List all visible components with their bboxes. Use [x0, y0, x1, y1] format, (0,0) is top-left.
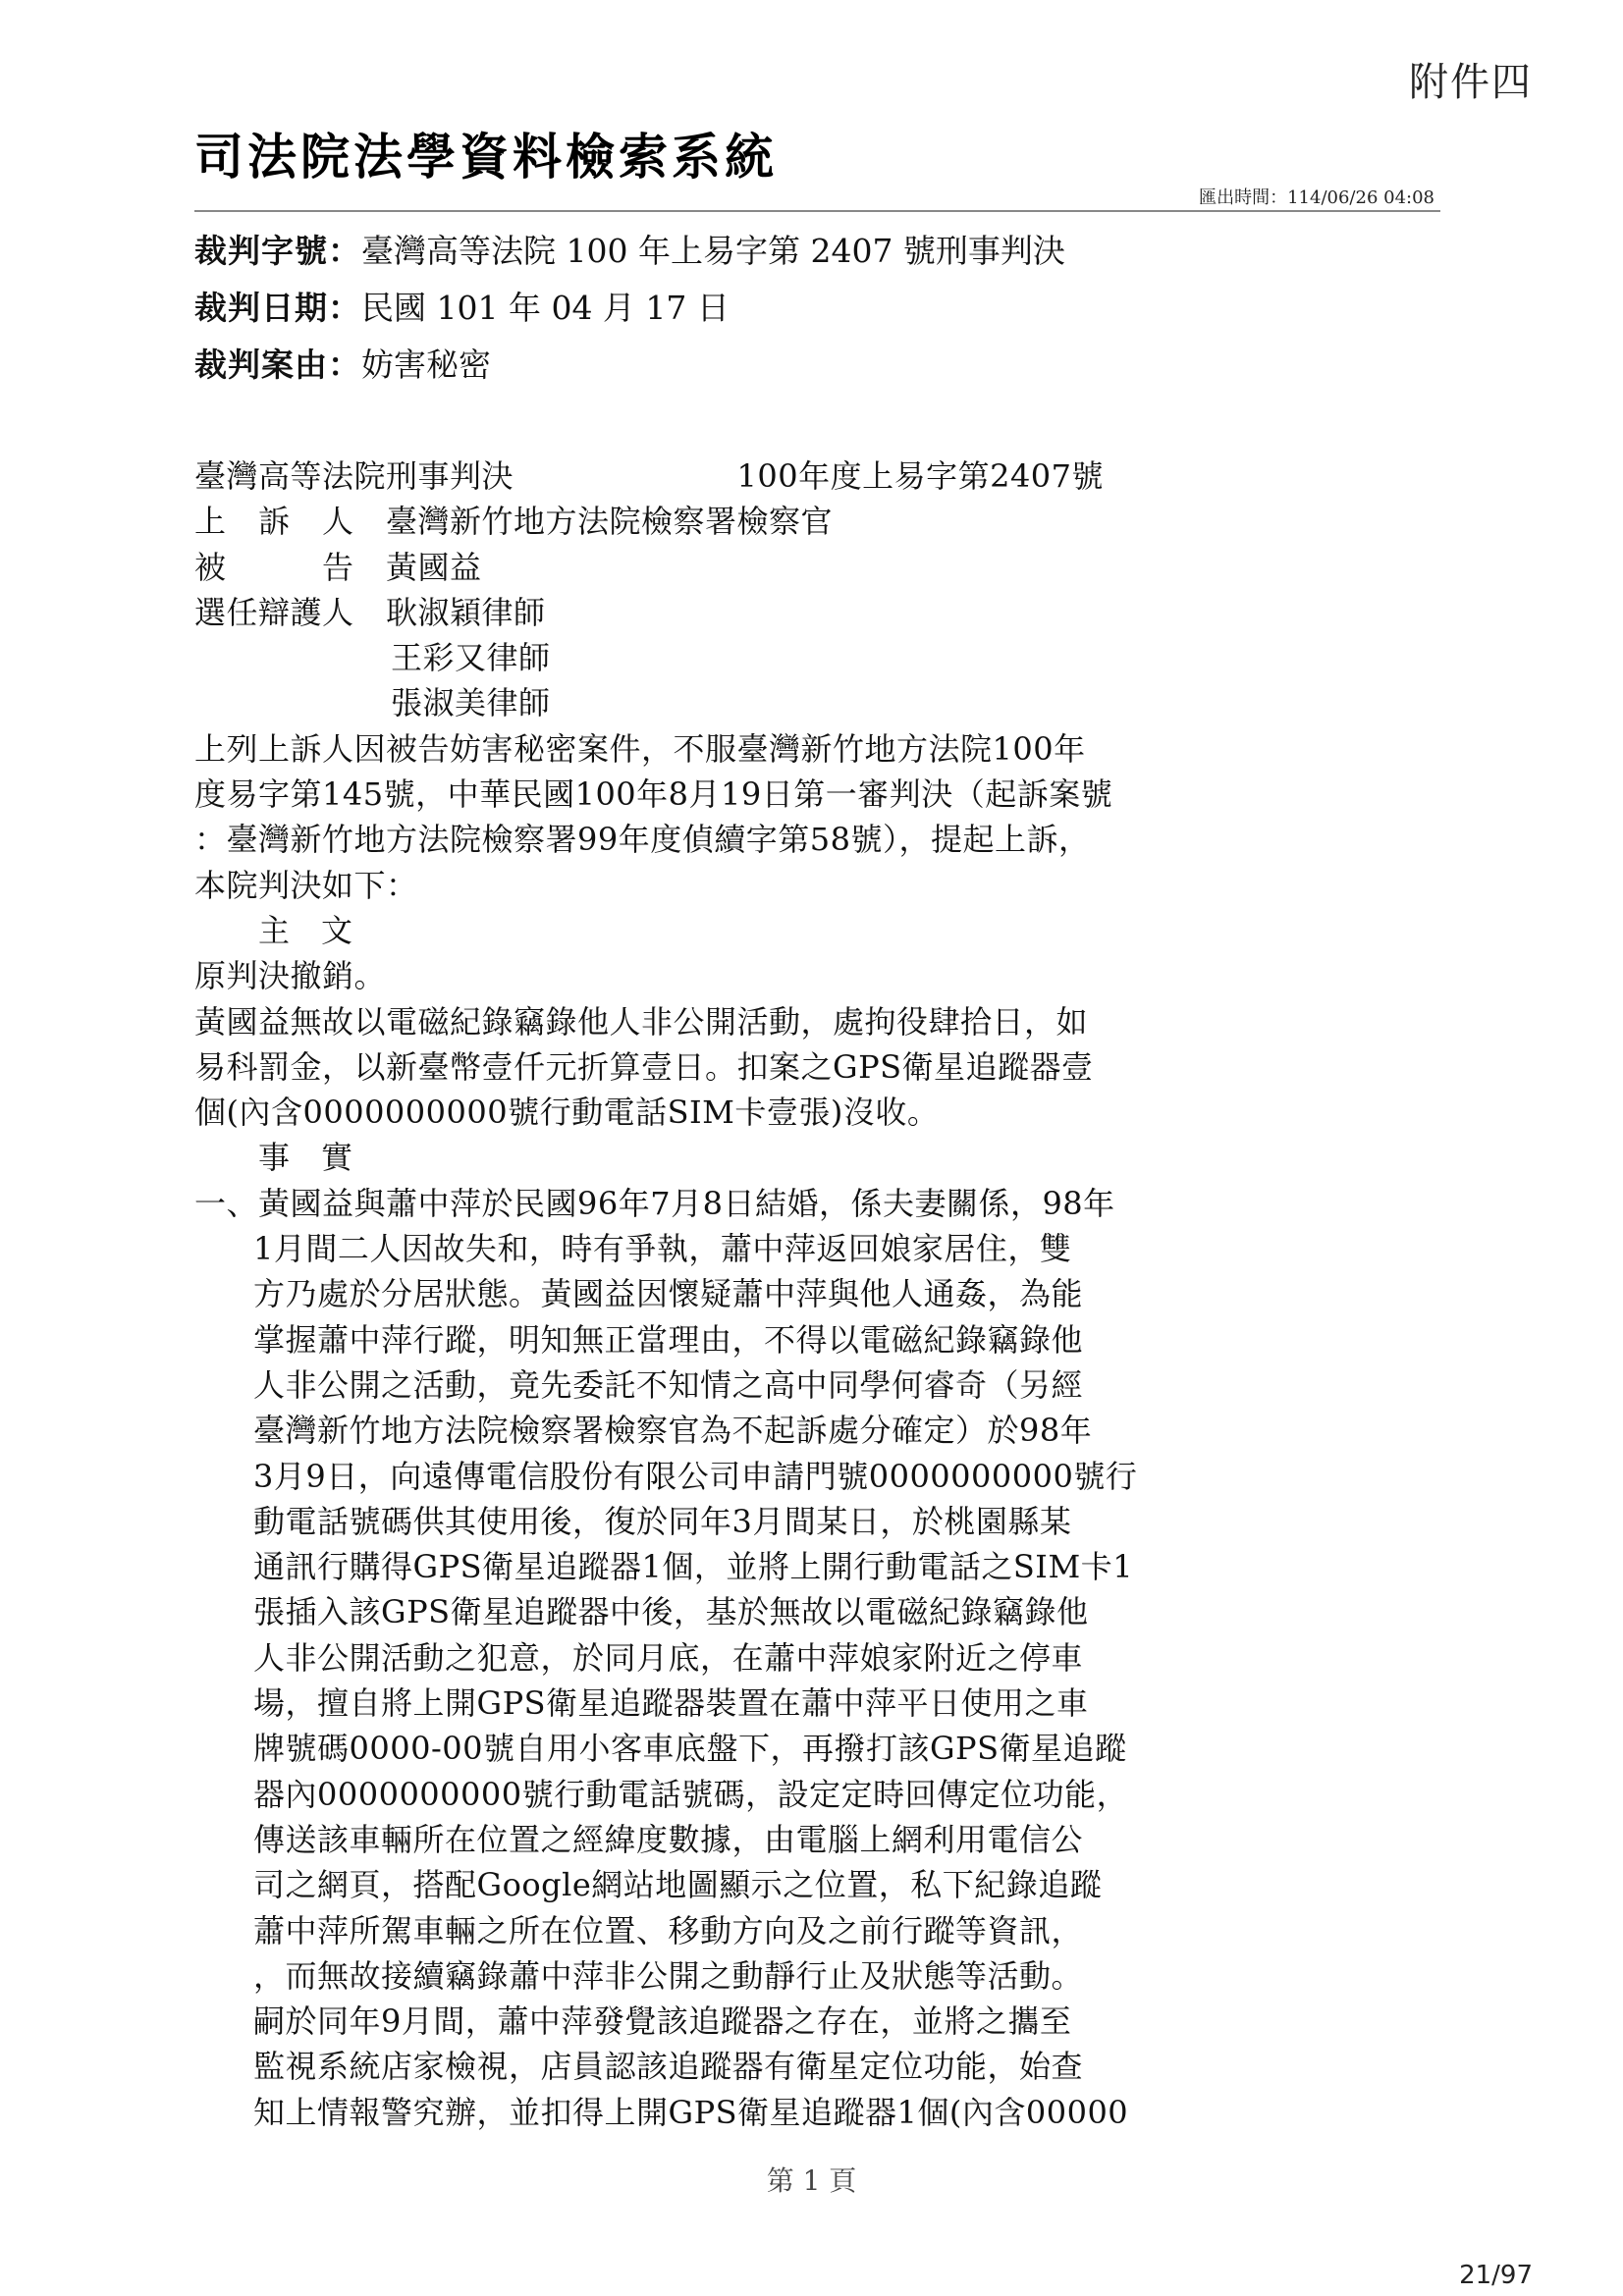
attachment-label: 附件四: [1409, 60, 1533, 105]
judgment-body: [194, 454, 1138, 2135]
meta-judgment-date: [194, 289, 730, 328]
party-defendant: 被 告 黃國益: [194, 548, 482, 586]
text-line: ，而無故接續竊錄蕭中萍非公開之動靜行止及狀態等活動。: [253, 1956, 1084, 1995]
meta-label: 裁判字號：: [194, 232, 361, 270]
party-counsel: 王彩又律師: [391, 639, 551, 677]
text-line: 度易字第145號，中華民國100年8月19日第一審判決（起訴案號: [194, 775, 1113, 814]
text-line: 牌號碼0000-00號自用小客車底盤下，再撥打該GPS衛星追蹤: [253, 1730, 1127, 1768]
meta-case-cause: [194, 346, 491, 385]
meta-label: 裁判日期：: [194, 289, 361, 327]
text-line: 掌握蕭中萍行蹤，明知無正當理由，不得以電磁紀錄竊錄他: [253, 1320, 1084, 1359]
text-line: 嗣於同年9月間，蕭中萍發覺該追蹤器之存在，並將之攜至: [253, 2002, 1072, 2041]
text-line: 知上情報警究辦，並扣得上開GPS衛星追蹤器1個(內含00000: [253, 2093, 1129, 2131]
text-line: 黃國益無故以電磁紀錄竊錄他人非公開活動，處拘役肆拾日，如: [194, 1002, 1089, 1041]
text-line: 本院判決如下：: [194, 866, 418, 904]
text-line: 監視系統店家檢視，店員認該追蹤器有衛星定位功能，始查: [253, 2048, 1084, 2086]
text-line: 一、黃國益與蕭中萍於民國96年7月8日結婚，係夫妻關係，98年: [194, 1184, 1115, 1222]
text-line: 方乃處於分居狀態。黃國益因懷疑蕭中萍與他人通姦，為能: [253, 1275, 1084, 1313]
section-heading-main-text: 主 文: [258, 911, 353, 949]
court-heading: 臺灣高等法院刑事判決 100年度上易字第2407號: [194, 457, 1105, 495]
section-heading-facts: 事 實: [258, 1139, 353, 1177]
header-divider: [194, 210, 1440, 212]
meta-label: 裁判案由：: [194, 346, 361, 384]
meta-case-number: [194, 232, 1065, 271]
text-line: 個(內含0000000000號行動電話SIM卡壹張)沒收。: [194, 1094, 940, 1132]
text-line: 通訊行購得GPS衛星追蹤器1個，並將上開行動電話之SIM卡1: [253, 1548, 1134, 1586]
party-counsel: 選任辯護人 耿淑穎律師: [194, 593, 546, 631]
text-line: 動電話號碼供其使用後，復於同年3月間某日，於桃園縣某: [253, 1502, 1072, 1540]
system-title: 司法院法學資料檢索系統: [194, 129, 778, 186]
text-line: ：臺灣新竹地方法院檢察署99年度偵續字第58號），提起上訴，: [194, 821, 1091, 859]
text-line: 上列上訴人因被告妨害秘密案件，不服臺灣新竹地方法院100年: [194, 729, 1086, 768]
party-appellant: 上 訴 人 臺灣新竹地方法院檢察署檢察官: [194, 503, 834, 541]
party-counsel: 張淑美律師: [391, 684, 551, 722]
text-line: 1月間二人因故失和，時有爭執，蕭中萍返回娘家居住，雙: [253, 1230, 1072, 1268]
text-line: 臺灣新竹地方法院檢察署檢察官為不起訴處分確定）於98年: [253, 1412, 1093, 1450]
meta-value: 妨害秘密: [361, 346, 491, 384]
text-line: 人非公開活動之犯意，於同月底，在蕭中萍娘家附近之停車: [253, 1638, 1084, 1677]
text-line: 場，擅自將上開GPS衛星追蹤器裝置在蕭中萍平日使用之車: [253, 1684, 1089, 1723]
text-line: 3月9日，向遠傳電信股份有限公司申請門號0000000000號行: [253, 1457, 1138, 1495]
page-footer: 第 1 頁: [766, 2164, 857, 2197]
export-time: 匯出時間：114/06/26 04:08: [1199, 187, 1434, 208]
text-line: 張插入該GPS衛星追蹤器中後，基於無故以電磁紀錄竊錄他: [253, 1593, 1089, 1631]
text-line: 蕭中萍所駕車輛之所在位置、移動方向及之前行蹤等資訊，: [253, 1911, 1084, 1949]
meta-value: 民國 101 年 04 月 17 日: [361, 289, 730, 327]
page-count: 21/97: [1459, 2261, 1533, 2290]
text-line: 易科罰金，以新臺幣壹仟元折算壹日。扣案之GPS衛星追蹤器壹: [194, 1047, 1094, 1086]
text-line: 原判決撤銷。: [194, 957, 387, 995]
meta-value: 臺灣高等法院 100 年上易字第 2407 號刑事判決: [361, 232, 1065, 270]
text-line: 人非公開之活動，竟先委託不知情之高中同學何睿奇（另經: [253, 1365, 1084, 1404]
text-line: 傳送該車輛所在位置之經緯度數據，由電腦上網利用電信公: [253, 1820, 1084, 1858]
text-line: 司之網頁，搭配Google網站地圖顯示之位置，私下紀錄追蹤: [253, 1866, 1103, 1904]
text-line: 器內0000000000號行動電話號碼，設定定時回傳定位功能，: [253, 1775, 1129, 1813]
